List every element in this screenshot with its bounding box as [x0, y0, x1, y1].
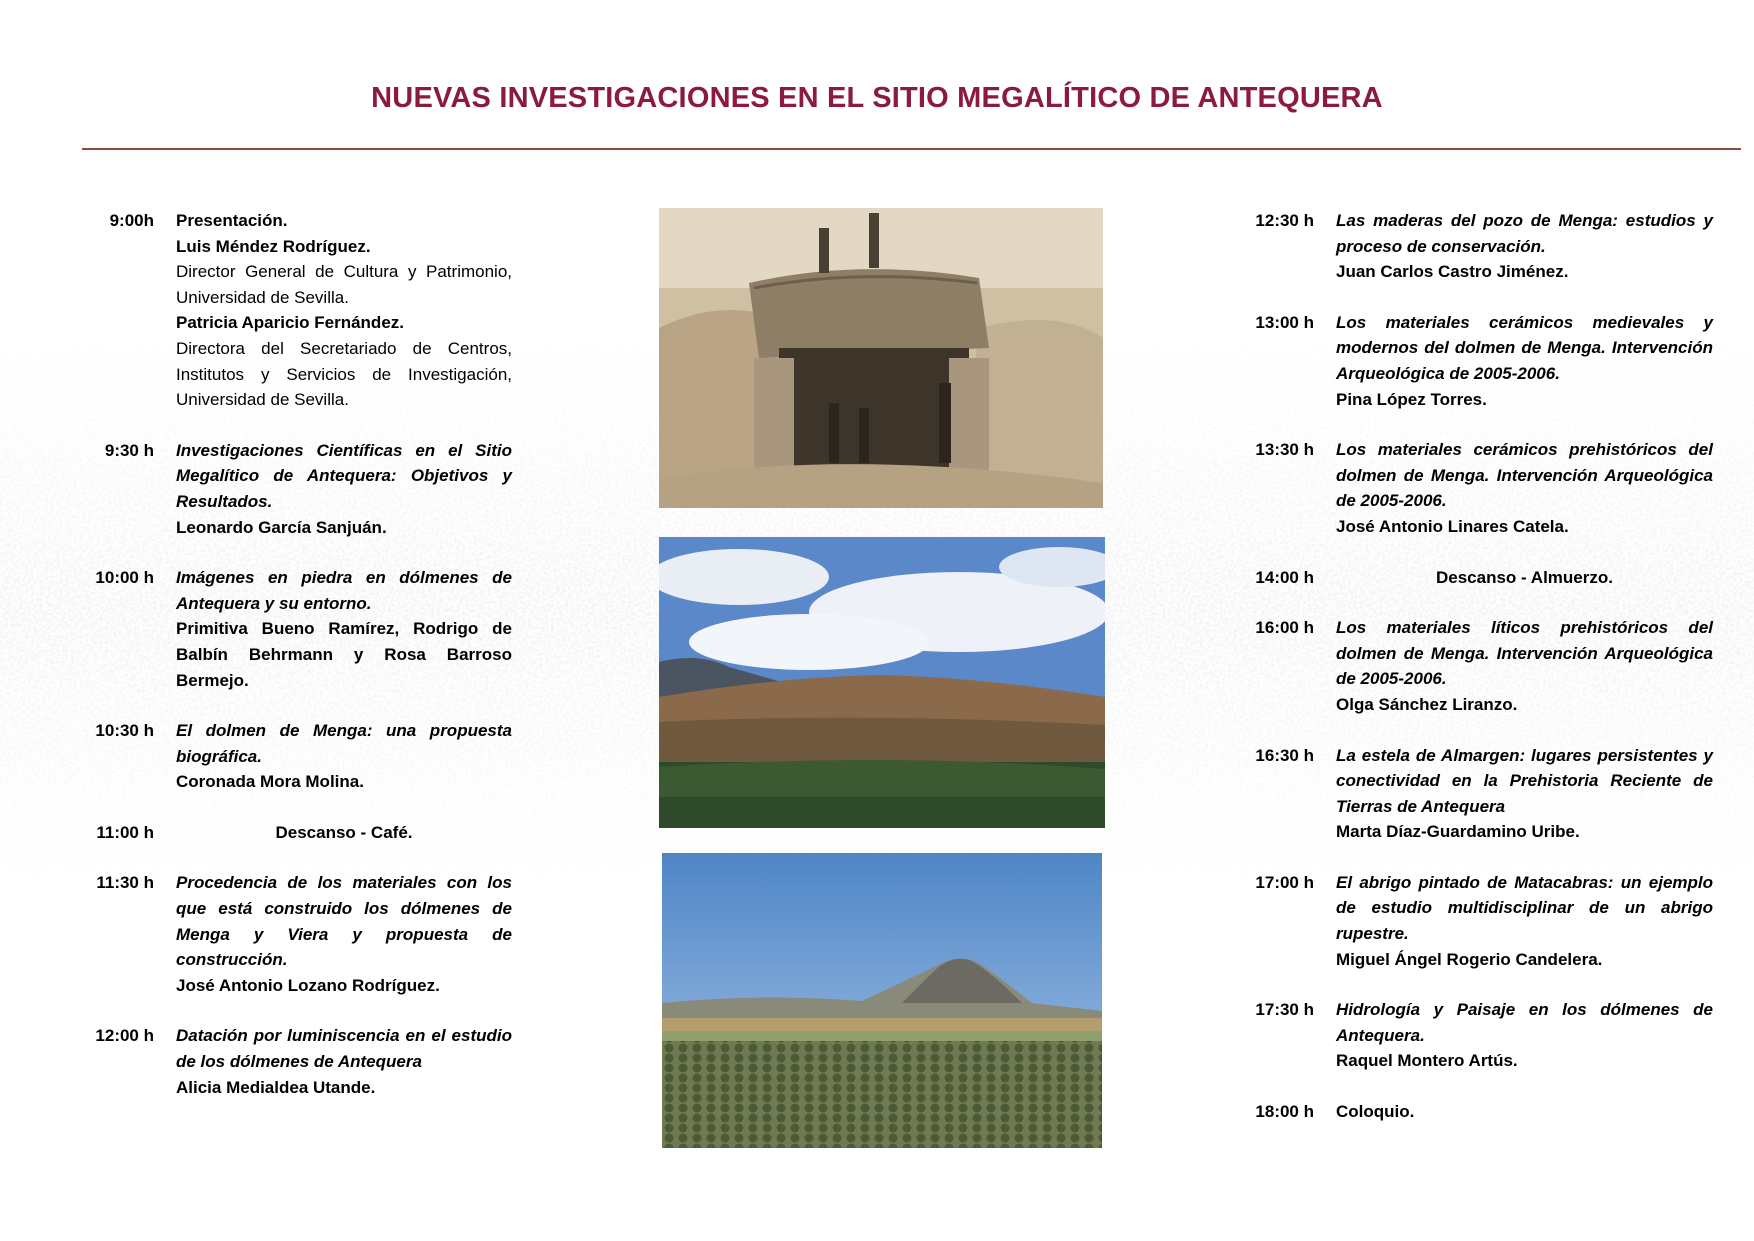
session-details [1336, 310, 1713, 412]
session-topic: Los materiales líticos prehistóricos del dolmen de Menga. Intervención Arqueológica de 2005-2006. [1336, 618, 1713, 689]
speaker-affiliation: Directora del Secretariado de Centros, Institutos y Servicios de Investigación, Universidad de Sevilla. [176, 338, 512, 410]
session-time: 17:00 h [1255, 872, 1314, 892]
session-topic: El abrigo pintado de Matacabras: un ejemplo de estudio multidisciplinar de un abrigo rupestre. [1336, 872, 1713, 944]
session-details [176, 208, 512, 413]
session-speaker: Coronada Mora Molina. [176, 772, 364, 792]
session-topic: Procedencia de los materiales con los que está construido los dólmenes de Menga y Viera y propuesta de construcción. [176, 873, 512, 970]
session-speaker: Leonardo García Sanjuán. [176, 517, 387, 537]
session-speaker: Raquel Montero Artús. [1336, 1051, 1518, 1071]
session-time: 16:00 h [1255, 618, 1314, 638]
schedule-entry [60, 820, 512, 846]
session-topic: Los materiales cerámicos medievales y modernos del dolmen de Menga. Intervención Arqueológica de 2005-2006. [1336, 312, 1713, 383]
session-speaker: Pina López Torres. [1336, 389, 1487, 409]
session-time: 17:30 h [1255, 1000, 1314, 1020]
session-topic: La estela de Almargen: lugares persistentes y conectividad en la Prehistoria Reciente de Tierras de Antequera [1336, 745, 1713, 816]
schedule-entry [1218, 310, 1713, 412]
session-speaker: Marta Díaz-Guardamino Uribe. [1336, 822, 1580, 842]
session-details [1336, 615, 1713, 717]
session-details [1336, 870, 1713, 972]
session-topic: El dolmen de Menga: una propuesta biográfica. [176, 721, 512, 766]
session-details [176, 820, 512, 846]
schedule-entry [60, 1023, 512, 1100]
session-speaker: Miguel Ángel Rogerio Candelera. [1336, 949, 1603, 969]
session-time: 13:00 h [1255, 312, 1314, 332]
session-speaker: Luis Méndez Rodríguez. [176, 236, 371, 256]
session-details [1336, 437, 1713, 539]
session-speaker: José Antonio Linares Catela. [1336, 516, 1569, 536]
session-speaker: Alicia Medialdea Utande. [176, 1077, 376, 1097]
schedule-entry [1218, 870, 1713, 972]
schedule-entry [1218, 615, 1713, 717]
schedule-entry [60, 438, 512, 540]
session-time: 10:30 h [95, 721, 154, 741]
session-time: 14:00 h [1255, 567, 1314, 587]
session-time: 9:00h [109, 211, 154, 230]
schedule-entry [60, 870, 512, 998]
schedule-entry [60, 718, 512, 795]
schedule-entry [1218, 565, 1713, 591]
session-topic: Los materiales cerámicos prehistóricos del dolmen de Menga. Intervención Arqueológica de 2005-2006. [1336, 440, 1713, 511]
session-time: 10:00 h [95, 568, 154, 588]
session-speaker: Primitiva Bueno Ramírez, Rodrigo de Balbín Behrmann y Rosa Barroso Bermejo. [176, 619, 512, 690]
schedule-left-column [60, 208, 512, 1125]
title-divider [82, 148, 1741, 150]
session-break: Descanso - Café. [275, 822, 413, 842]
session-details [176, 565, 512, 693]
session-details [1336, 208, 1713, 285]
session-details [176, 1023, 512, 1100]
session-speaker: Olga Sánchez Liranzo. [1336, 694, 1518, 714]
schedule-right-column [1218, 208, 1713, 1150]
session-time: 12:00 h [95, 1026, 154, 1046]
schedule-entry [1218, 743, 1713, 845]
session-details [176, 870, 512, 998]
schedule-entry [60, 565, 512, 693]
page-title: NUEVAS INVESTIGACIONES EN EL SITIO MEGALÍTICO DE ANTEQUERA [371, 82, 1383, 114]
session-time: 11:00 h [96, 822, 154, 842]
session-time: 16:30 h [1255, 745, 1314, 765]
schedule-entry [1218, 208, 1713, 285]
schedule-entry [1218, 437, 1713, 539]
session-details [176, 438, 512, 540]
session-time: 18:00 h [1255, 1102, 1314, 1122]
session-details [1336, 743, 1713, 845]
session-topic: Hidrología y Paisaje en los dólmenes de Antequera. [1336, 1000, 1713, 1045]
session-details [1336, 565, 1713, 591]
session-time: 9:30 h [104, 440, 154, 460]
session-topic: Datación por luminiscencia en el estudio de los dólmenes de Antequera [176, 1026, 512, 1072]
session-speaker: Presentación. [176, 211, 288, 230]
historic-dolmen-photo [659, 208, 1103, 508]
session-time: 13:30 h [1255, 440, 1314, 460]
session-speaker: Coloquio. [1336, 1102, 1415, 1122]
olive-grove-peak-photo [662, 853, 1102, 1148]
session-time: 12:30 h [1255, 211, 1314, 230]
schedule-entry [1218, 1099, 1713, 1125]
session-break: Descanso - Almuerzo. [1436, 567, 1613, 587]
schedule-entry [1218, 997, 1713, 1074]
session-topic: Imágenes en piedra en dólmenes de Antequera y su entorno. [176, 568, 512, 613]
session-topic: Investigaciones Científicas en el Sitio Megalítico de Antequera: Objetivos y Resultados. [176, 440, 512, 511]
session-time: 11:30 h [96, 873, 154, 893]
session-speaker: Patricia Aparicio Fernández. [176, 313, 404, 333]
session-speaker: Juan Carlos Castro Jiménez. [1336, 262, 1569, 282]
schedule-entry [60, 208, 512, 413]
session-details [1336, 997, 1713, 1074]
session-topic: Las maderas del pozo de Menga: estudios y proceso de conservación. [1336, 211, 1713, 256]
session-details [176, 718, 512, 795]
landscape-mound-photo [659, 537, 1105, 828]
speaker-affiliation: Director General de Cultura y Patrimonio, Universidad de Sevilla. [176, 262, 512, 307]
session-details [1336, 1099, 1713, 1125]
session-speaker: José Antonio Lozano Rodríguez. [176, 975, 440, 995]
